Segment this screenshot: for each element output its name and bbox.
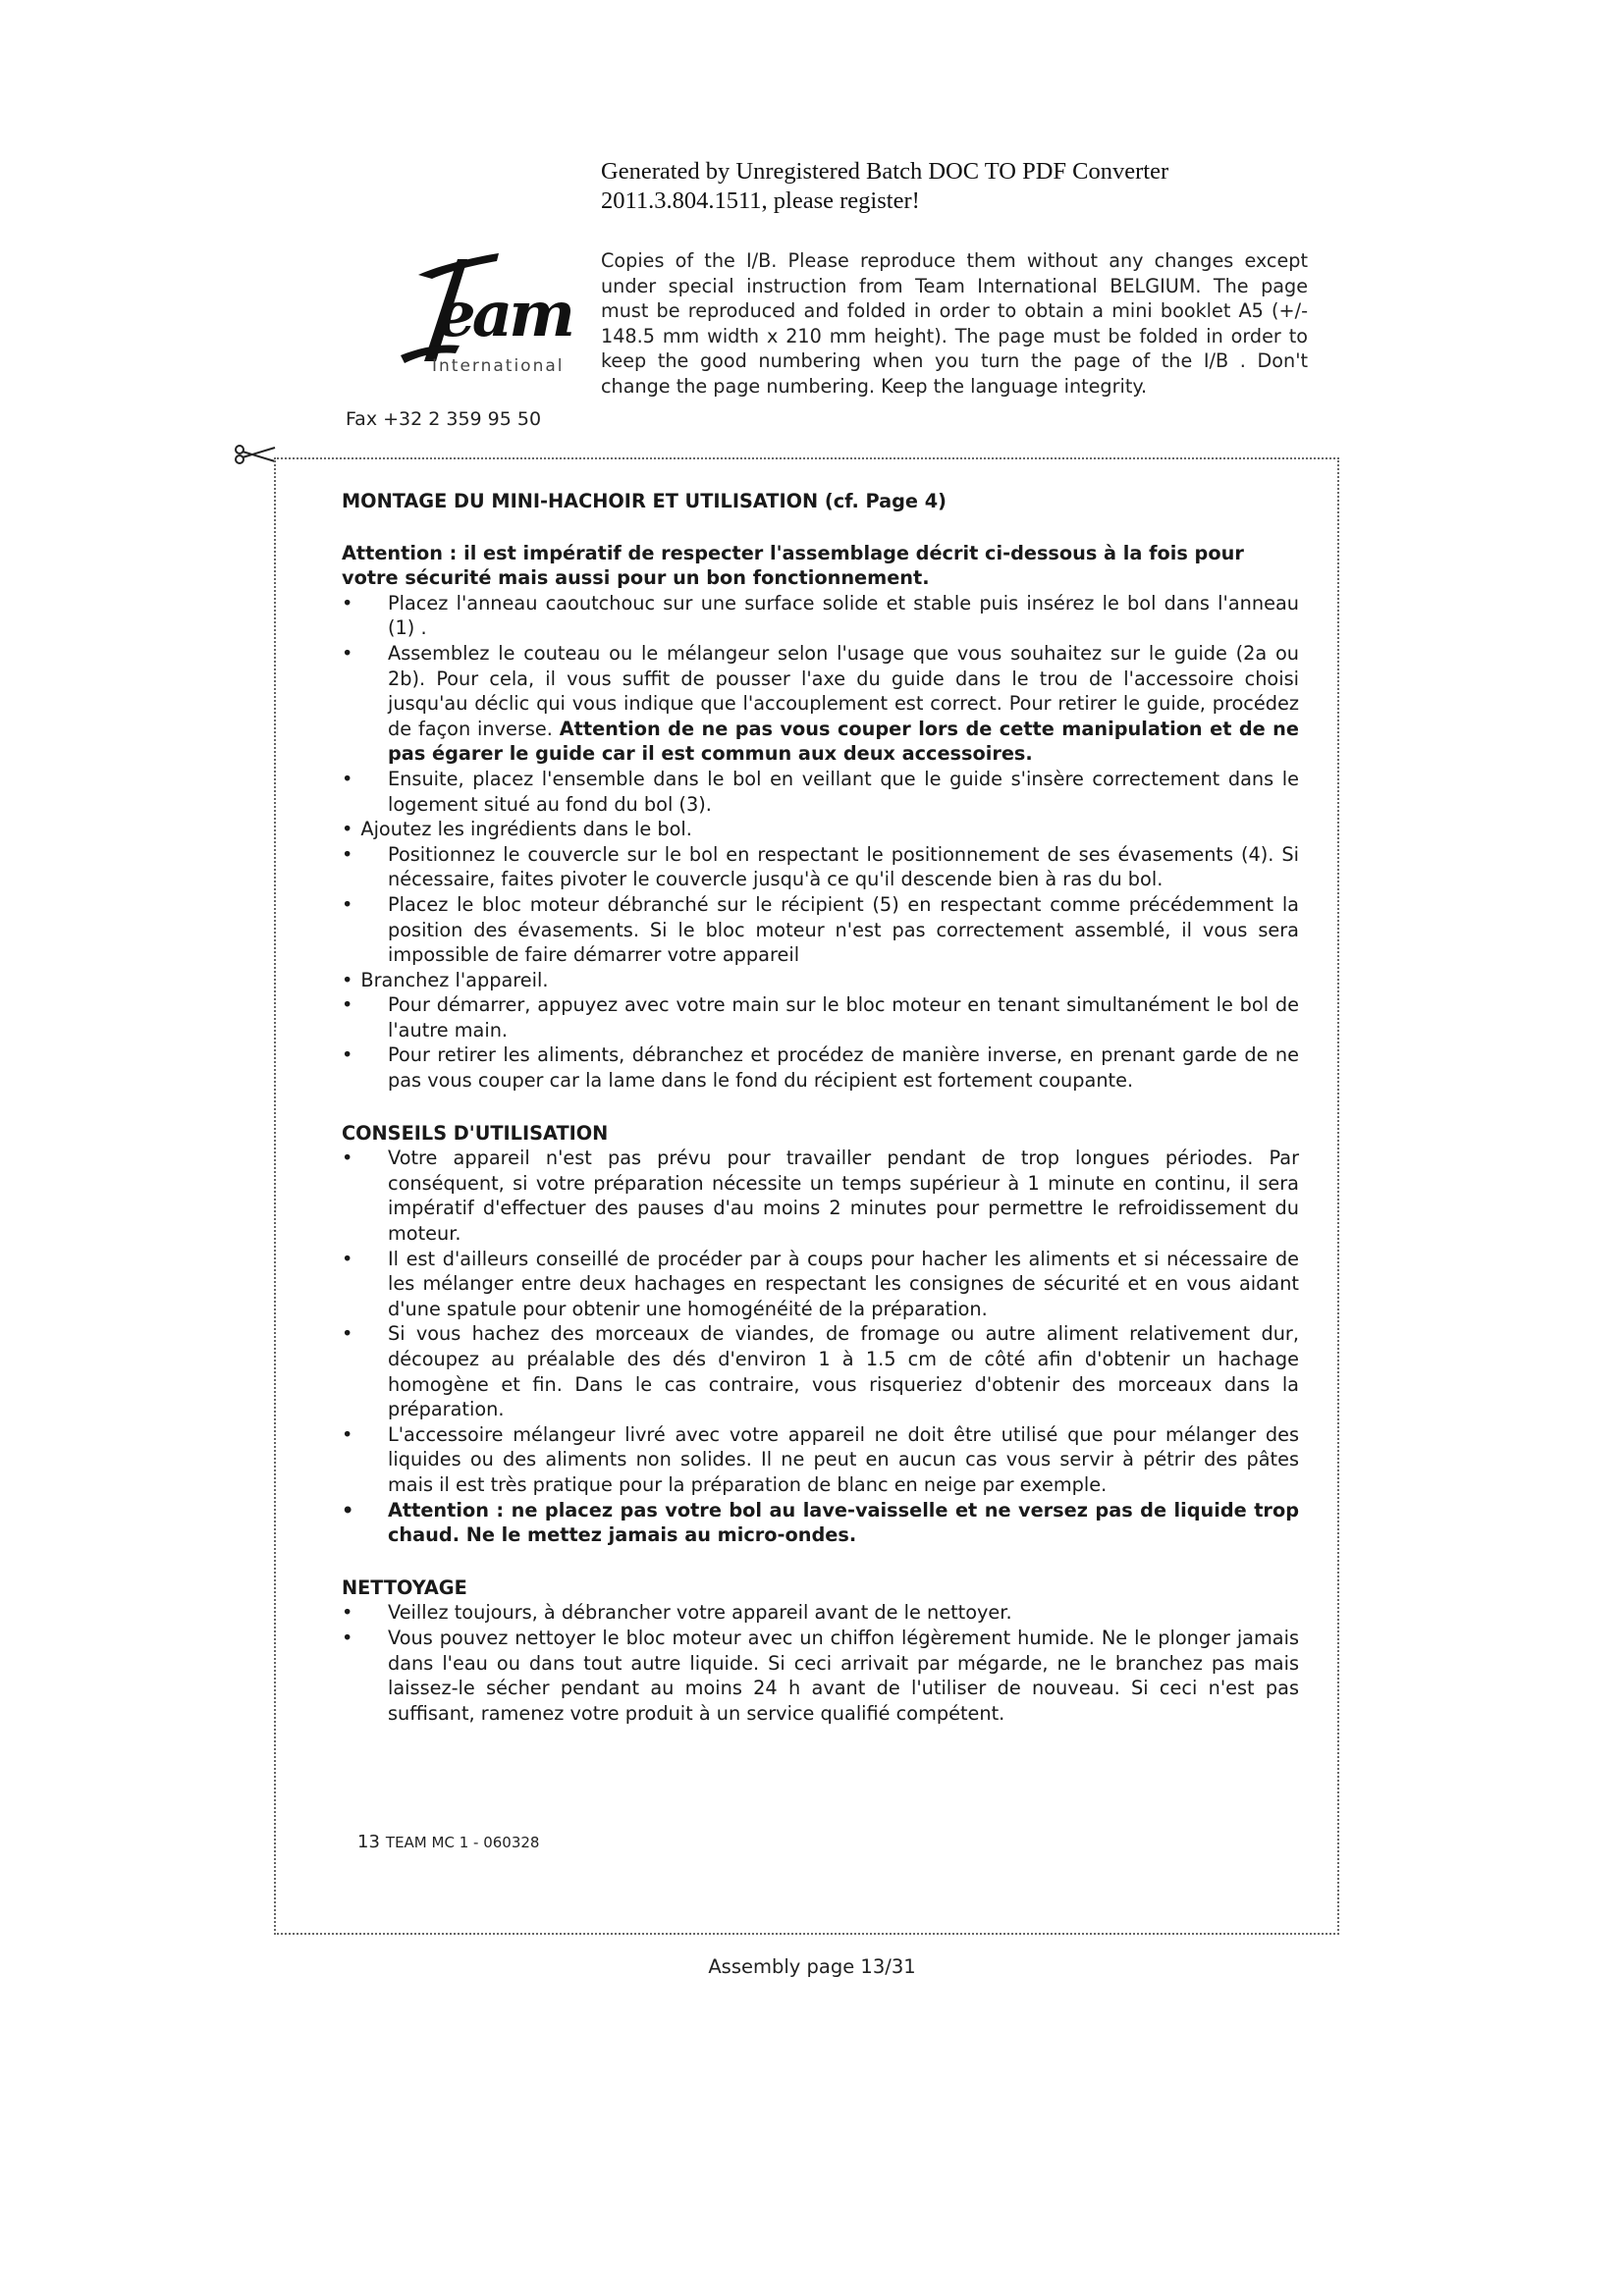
watermark-line-1: Generated by Unregistered Batch DOC TO PDF Converter xyxy=(601,158,1169,185)
watermark-line-2: 2011.3.804.1511, please register! xyxy=(601,187,920,214)
list-item: • Ensuite, placez l'ensemble dans le bol en veillant que le guide s'insère correctement dans le logement situé au fond du bol (3). xyxy=(342,767,1299,817)
model-code: TEAM MC 1 - 060328 xyxy=(385,1834,540,1851)
booklet-footer xyxy=(357,1832,539,1852)
list-item-warning: • Attention : ne placez pas votre bol au lave-vaisselle et ne versez pas de liquide trop chaud. Ne le mettez jamais au micro-ondes. xyxy=(342,1498,1299,1548)
list-item: • Votre appareil n'est pas prévu pour travailler pendant de trop longues périodes. Par conséquent, si votre préparation nécessite un temps supérieur à 1 minute en continu, il sera impératif d'effectuer des pauses d'au moins 2 minutes pour permettre le refroidissement du moteur. xyxy=(342,1146,1299,1246)
section-title-montage: MONTAGE DU MINI-HACHOIR ET UTILISATION (cf. Page 4) xyxy=(342,490,947,512)
list-item-warning: Attention de ne pas vous couper lors de cette manipulation et de ne pas égarer le guide car il est commun aux deux accessoires. xyxy=(388,717,1299,766)
list-item: • L'accessoire mélangeur livré avec votre appareil ne doit être utilisé que pour mélanger des liquides ou des aliments non solides. Il ne peut en aucun cas vous servir à pétrir des pâtes mais il est très pratique pour la préparation de blanc en neige par exemple. xyxy=(342,1422,1299,1498)
list-item: • Placez le bloc moteur débranché sur le récipient (5) en respectant comme précédemment la position des évasements. Si le bloc moteur n'est pas correctement assemblé, il vous sera impossible de faire démarrer votre appareil xyxy=(342,892,1299,968)
list-item: • Branchez l'appareil. xyxy=(342,968,1299,993)
list-item: • Positionnez le couvercle sur le bol en respectant le positionnement de ses évasements (4). Si nécessaire, faites pivoter le couvercle jusqu'à ce qu'il descende bien à ras du bol. xyxy=(342,842,1299,892)
attention-intro: Attention : il est impératif de respecter l'assemblage décrit ci-dessous à la fois pour votre sécurité mais aussi pour un bon fonctionnement. xyxy=(342,541,1244,590)
nettoyage-list xyxy=(342,1600,1299,1726)
svg-text:International: International xyxy=(432,356,565,376)
list-item: • Veillez toujours, à débrancher votre appareil avant de le nettoyer. xyxy=(342,1600,1299,1626)
team-international-logo xyxy=(381,245,571,378)
list-item: • Placez l'anneau caoutchouc sur une surface solide et stable puis insérez le bol dans l'anneau (1) . xyxy=(342,591,1299,641)
scissors-icon xyxy=(232,442,279,467)
list-item: • Il est d'ailleurs conseillé de procéder par à coups pour hacher les aliments et si nécessaire de les mélanger entre deux hachages en respectant les consignes de sécurité et en vous aidant d'une spatule pour obtenir une homogénéité de la préparation. xyxy=(342,1247,1299,1322)
list-item: • Si vous hachez des morceaux de viandes, de fromage ou autre aliment relativement dur, découpez au préalable des dés d'environ 1 à 1.5 cm de côté afin d'obtenir un hachage homogène et fin. Dans le cas contraire, vous risqueriez d'obtenir des morceaux dans la préparation. xyxy=(342,1321,1299,1421)
booklet-content xyxy=(342,489,1299,1726)
svg-text:eam: eam xyxy=(436,278,571,351)
reproduction-notice: Copies of the I/B. Please reproduce them without any changes except under special instruction from Team International BELGIUM. The page must be reproduced and folded in order to obtain a mini booklet A5 (+/- 148.5 mm width x 210 mm height). The page must be folded in order to keep the good numbering when you turn the page of the I/B . Don't change the page numbering. Keep the language integrity. xyxy=(601,249,1308,398)
section-title-nettoyage: NETTOYAGE xyxy=(342,1575,467,1599)
list-item: • Pour démarrer, appuyez avec votre main sur le bloc moteur en tenant simultanément le bol de l'autre main. xyxy=(342,992,1299,1042)
list-item-text: Assemblez le couteau ou le mélangeur selon l'usage que vous souhaitez sur le guide (2a ou 2b). Pour cela, il vous suffit de pousser l'axe du guide dans le trou de l'accessoire choisi jusqu'au déclic qui vous indique que l'accouplement est correct. Pour retirer le guide, procédez de façon inverse. xyxy=(388,641,1299,740)
booklet-page-number: 13 xyxy=(357,1832,380,1852)
section-title-conseils: CONSEILS D'UTILISATION xyxy=(342,1121,609,1145)
converter-watermark xyxy=(601,157,1347,216)
assembly-page-label: Assembly page 13/31 xyxy=(708,1955,916,1978)
list-item: • Vous pouvez nettoyer le bloc moteur avec un chiffon légèrement humide. Ne le plonger jamais dans l'eau ou dans tout autre liquide. Si ceci arrivait par mégarde, ne le branchez pas mais laissez-le sécher pendant au moins 24 h avant de l'utiliser de nouveau. Si ceci n'est pas suffisant, ramenez votre produit à un service qualifié compétent. xyxy=(342,1626,1299,1726)
list-item: • Ajoutez les ingrédients dans le bol. xyxy=(342,817,1299,842)
conseils-list xyxy=(342,1146,1299,1548)
list-item xyxy=(342,641,1299,767)
fax-number: Fax +32 2 359 95 50 xyxy=(346,408,542,430)
list-item: • Pour retirer les aliments, débranchez et procédez de manière inverse, en prenant garde de ne pas vous couper car la lame dans le fond du récipient est fortement coupante. xyxy=(342,1042,1299,1093)
montage-list xyxy=(342,591,1299,1094)
